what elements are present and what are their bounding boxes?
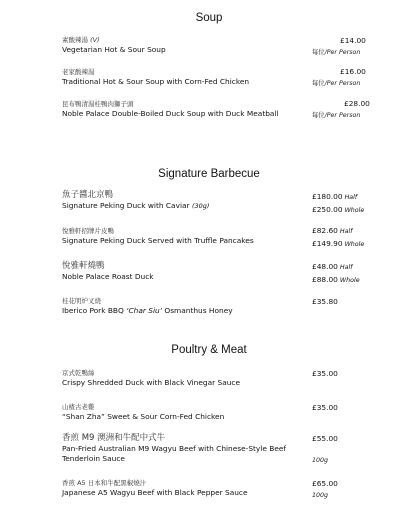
- item-price-whole: £149.90 Whole: [312, 239, 365, 248]
- section-title-barbecue: Signature Barbecue: [158, 168, 260, 180]
- item-price-half: £180.00 Half: [312, 192, 358, 201]
- vegetarian-tag: (V): [90, 36, 100, 44]
- item-name-en: Traditional Hot & Sour Soup with Corn-Fed Chicken: [62, 77, 250, 86]
- item-price: £55.00: [312, 434, 338, 443]
- item-name-en: “Shan Zha” Sweet & Sour Corn-Fed Chicken: [62, 412, 225, 421]
- item-price-half: £48.00 Half: [312, 262, 353, 271]
- item-name-italic: ‘Char Siu’: [126, 306, 163, 315]
- item-name-zh: 香煎 A5 日本和牛配黑椒燒汁: [62, 479, 147, 487]
- item-name-en: Signature Peking Duck Served with Truffle Pancakes: [62, 236, 254, 245]
- item-name-zh: 山楂古老雞: [62, 403, 95, 411]
- price-unit: 每位/Per Person: [312, 49, 361, 56]
- item-price: £28.00: [344, 99, 370, 108]
- item-price: £16.00: [340, 67, 366, 76]
- item-name-en: Pan-Fried Australian M9 Wagyu Beef with Chinese-Style Beef: [62, 444, 287, 453]
- item-name-en: Noble Palace Double-Boiled Duck Soup with Duck Meatball: [62, 109, 279, 118]
- item-price-half: £82.60 Half: [312, 226, 353, 235]
- item-name-zh: 京式乾鴨絲: [62, 369, 95, 377]
- item-name-zh: 悅雅軒燒鴨: [62, 261, 105, 271]
- section-title-poultry: Poultry & Meat: [171, 344, 247, 356]
- item-weight: 100g: [312, 492, 329, 499]
- item-name-zh: 桂花明炉叉烧: [62, 297, 101, 305]
- section-title-soup: Soup: [195, 12, 223, 24]
- item-price: £35.80: [312, 297, 338, 306]
- item-name-en: Vegetarian Hot & Sour Soup: [62, 45, 166, 54]
- item-name-zh: 老家酸辣湯: [62, 68, 95, 76]
- item-weight: 100g: [312, 457, 329, 464]
- item-name-zh: 魚子醬北京鴨: [62, 190, 114, 200]
- item-name-en: Japanese A5 Wagyu Beef with Black Pepper Sauce: [62, 488, 248, 497]
- menu-item: 桂花明炉叉烧 Iberico Pork BBQ ‘Char Siu’ Osmanthus Honey: [62, 297, 366, 316]
- item-name-en-line2: Tenderloin Sauce: [62, 454, 125, 463]
- item-name-en: Signature Peking Duck with Caviar: [62, 201, 190, 210]
- price-unit: 每位/Per Person: [312, 112, 361, 119]
- item-name-en: Noble Palace Roast Duck: [62, 272, 154, 281]
- item-price-whole: £88.00 Whole: [312, 275, 360, 284]
- item-price: £65.00: [312, 479, 338, 488]
- item-price-whole: £250.00 Whole: [312, 205, 365, 214]
- item-name-zh: 香煎 M9 澳洲和牛配中式牛: [62, 433, 166, 443]
- price-unit: 每位/Per Person: [312, 80, 361, 87]
- item-note: (30g): [191, 202, 210, 210]
- item-name-zh: 昆布鴨清湯桂鴨肉獅子頭: [62, 100, 134, 108]
- item-name-zh: 素酸辣湯: [62, 36, 88, 44]
- item-name-en: Crispy Shredded Duck with Black Vinegar Sauce: [62, 378, 241, 387]
- item-price: £14.00: [340, 36, 366, 45]
- item-name-zh: 悅雅軒招牌片皮鴨: [62, 227, 114, 235]
- item-name-en: Iberico Pork BBQ: [62, 306, 127, 315]
- item-price: £35.00: [312, 403, 338, 412]
- item-price: £35.00: [312, 369, 338, 378]
